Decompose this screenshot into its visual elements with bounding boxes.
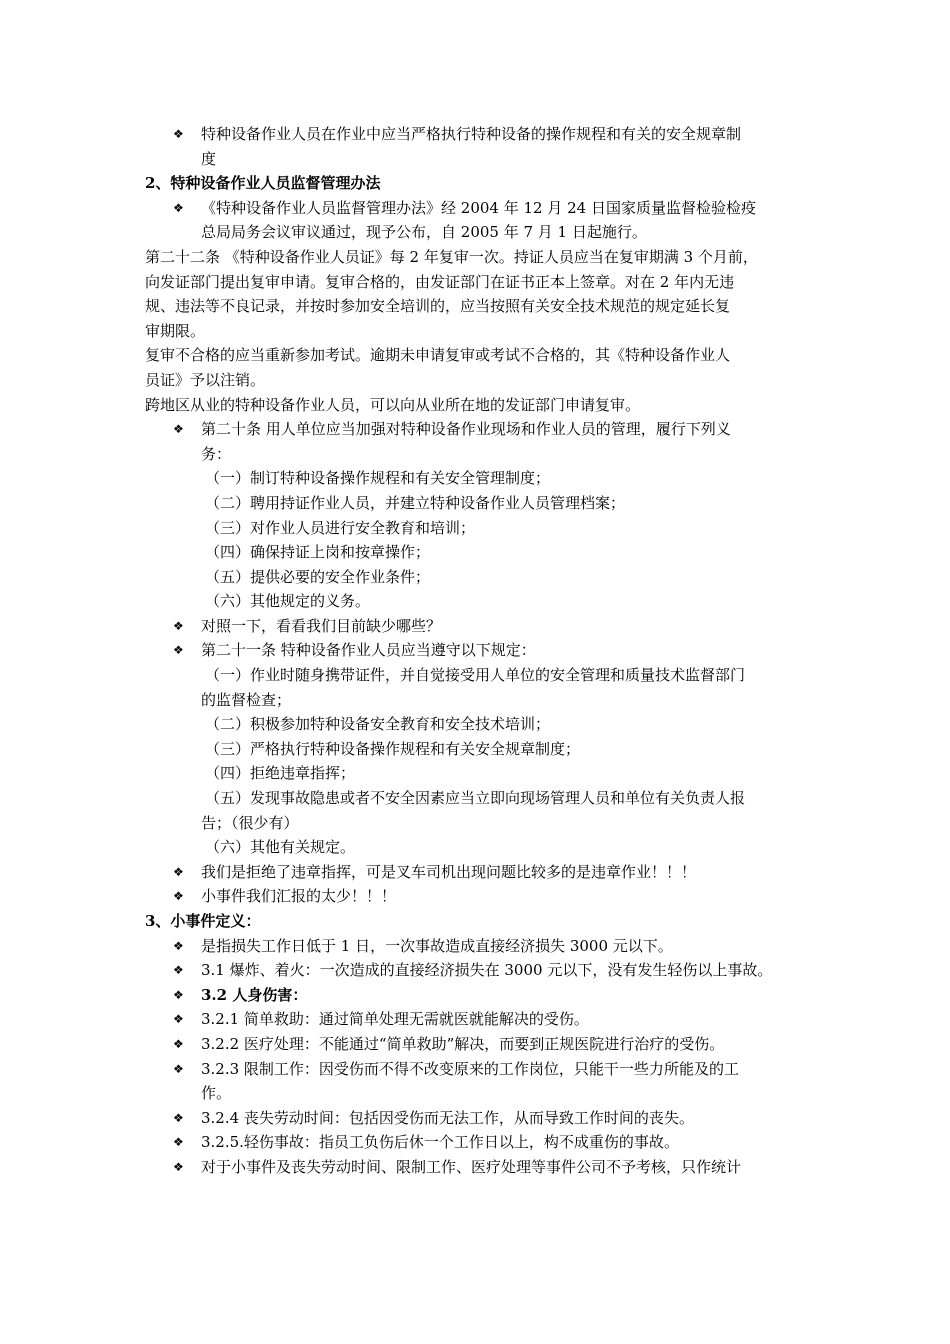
list-item-text: （二）积极参加特种设备安全教育和安全技术培训；	[205, 715, 551, 734]
bullet-text: 第二十一条 特种设备作业人员应当遵守以下规定：	[201, 641, 536, 660]
text-line	[0, 196, 950, 221]
document-page	[0, 122, 950, 1180]
text-line	[0, 786, 950, 811]
diamond-bullet-icon: ❖	[173, 643, 184, 658]
diamond-bullet-icon: ❖	[173, 422, 184, 437]
bullet-text: 是指损失工作日低于 1 日，一次事故造成直接经济损失 3000 元以下。	[201, 936, 673, 955]
diamond-bullet-icon: ❖	[173, 1061, 184, 1076]
bullet-text: 对于小事件及丧失劳动时间、限制工作、医疗处理等事件公司不予考核，只作统计	[201, 1157, 742, 1176]
bullet-text: 3.2.2 医疗处理：不能通过“简单救助”解决，而要到正规医院进行治疗的受伤。	[201, 1034, 725, 1053]
list-item-text: （一）制订特种设备操作规程和有关安全管理制度；	[205, 469, 551, 488]
list-item-text: （五）提供必要的安全作业条件；	[205, 567, 431, 586]
paragraph-text: 复审不合格的应当重新参加考试。逾期未申请复审或考试不合格的，其《特种设备作业人	[145, 346, 731, 365]
paragraph-text: 规、违法等不良记录，并按时参加安全培训的，应当按照有关安全技术规范的规定延长复	[145, 297, 731, 316]
text-line	[0, 122, 950, 147]
text-line	[0, 860, 950, 885]
list-item-text: （四）拒绝违章指挥；	[205, 764, 356, 783]
text-line	[0, 663, 950, 688]
list-item-text: （三）对作业人员进行安全教育和培训；	[205, 518, 476, 537]
text-line	[0, 319, 950, 344]
diamond-bullet-icon: ❖	[173, 864, 184, 879]
text-line	[0, 712, 950, 737]
continuation-text: 作。	[201, 1084, 232, 1103]
continuation-text: 的监督检查；	[201, 690, 292, 709]
list-item-text: （三）严格执行特种设备操作规程和有关安全规章制度；	[205, 739, 581, 758]
text-line	[0, 343, 950, 368]
diamond-bullet-icon: ❖	[173, 987, 184, 1002]
text-line	[0, 368, 950, 393]
continuation-text: 总局局务会议审议通过，现予公布，自 2005 年 7 月 1 日起施行。	[201, 223, 647, 242]
paragraph-text: 向发证部门提出复审申请。复审合格的，由发证部门在证书正本上签章。对在 2 年内无违	[145, 272, 735, 291]
text-line	[0, 417, 950, 442]
text-line	[0, 589, 950, 614]
text-line	[0, 294, 950, 319]
bullet-text: 3.2 人身伤害：	[201, 985, 308, 1004]
list-item-text: （五）发现事故隐患或者不安全因素应当立即向现场管理人员和单位有关负责人报	[205, 789, 746, 808]
bullet-text: 对照一下，看看我们目前缺少哪些？	[201, 616, 442, 635]
text-line	[0, 171, 950, 196]
bullet-text: 3.2.3 限制工作：因受伤而不得不改变原来的工作岗位，只能干一些力所能及的工	[201, 1059, 739, 1078]
text-line	[0, 958, 950, 983]
diamond-bullet-icon: ❖	[173, 963, 184, 978]
bullet-text: 小事件我们汇报的太少！！！	[201, 887, 397, 906]
bullet-text: 《特种设备作业人员监督管理办法》经 2004 年 12 月 24 日国家质量监督检验检疫	[201, 198, 756, 217]
text-line	[0, 147, 950, 172]
text-line	[0, 516, 950, 541]
text-line	[0, 688, 950, 713]
list-item-text: （一）作业时随身携带证件，并自觉接受用人单位的安全管理和质量技术监督部门	[205, 666, 746, 685]
bullet-text: 3.1 爆炸、着火：一次造成的直接经济损失在 3000 元以下，没有发生轻伤以上事故。	[201, 961, 773, 980]
text-line	[0, 884, 950, 909]
continuation-text: 度	[201, 149, 217, 168]
diamond-bullet-icon: ❖	[173, 938, 184, 953]
text-line	[0, 934, 950, 959]
text-line	[0, 442, 950, 467]
section-heading: 2、特种设备作业人员监督管理办法	[145, 174, 381, 193]
text-line	[0, 638, 950, 663]
text-line	[0, 835, 950, 860]
paragraph-text: 审期限。	[145, 321, 206, 340]
diamond-bullet-icon: ❖	[173, 1159, 184, 1174]
continuation-text: 务：	[201, 444, 232, 463]
text-line	[0, 466, 950, 491]
text-line	[0, 220, 950, 245]
text-line	[0, 1106, 950, 1131]
text-line	[0, 1007, 950, 1032]
text-line	[0, 1155, 950, 1180]
diamond-bullet-icon: ❖	[173, 1110, 184, 1125]
text-line	[0, 540, 950, 565]
text-line	[0, 811, 950, 836]
bullet-text: 特种设备作业人员在作业中应当严格执行特种设备的操作规程和有关的安全规章制	[201, 125, 742, 143]
list-item-text: （六）其他有关规定。	[205, 838, 356, 857]
list-item-text: （二）聘用持证作业人员，并建立特种设备作业人员管理档案；	[205, 493, 626, 512]
bullet-text: 第二十条 用人单位应当加强对特种设备作业现场和作业人员的管理，履行下列义	[201, 420, 731, 439]
diamond-bullet-icon: ❖	[173, 889, 184, 904]
text-line	[0, 761, 950, 786]
bullet-text: 3.2.4 丧失劳动时间：包括因受伤而无法工作，从而导致工作时间的丧失。	[201, 1108, 694, 1127]
text-line	[0, 614, 950, 639]
text-line	[0, 1081, 950, 1106]
diamond-bullet-icon: ❖	[173, 1036, 184, 1051]
list-item-text: （四）确保持证上岗和按章操作；	[205, 543, 431, 562]
text-line	[0, 393, 950, 418]
text-line	[0, 909, 950, 934]
diamond-bullet-icon: ❖	[173, 200, 184, 215]
paragraph-text: 第二十二条 《特种设备作业人员证》每 2 年复审一次。持证人员应当在复审期满 3 个月前，	[145, 247, 758, 266]
text-line	[0, 1057, 950, 1082]
text-line	[0, 245, 950, 270]
paragraph-text: 员证》予以注销。	[145, 370, 266, 389]
bullet-text: 3.2.1 简单救助：通过简单处理无需就医就能解决的受伤。	[201, 1010, 589, 1029]
diamond-bullet-icon: ❖	[173, 1012, 184, 1027]
text-line	[0, 1032, 950, 1057]
diamond-bullet-icon: ❖	[173, 127, 184, 141]
list-item-text: （六）其他规定的义务。	[205, 592, 371, 611]
bullet-text: 我们是拒绝了违章指挥，可是叉车司机出现问题比较多的是违章作业！！！	[201, 862, 697, 881]
text-line	[0, 565, 950, 590]
text-line	[0, 491, 950, 516]
paragraph-text: 跨地区从业的特种设备作业人员，可以向从业所在地的发证部门申请复审。	[145, 395, 641, 414]
bullet-text: 3.2.5.轻伤事故：指员工负伤后休一个工作日以上，构不成重伤的事故。	[201, 1133, 679, 1152]
text-line	[0, 737, 950, 762]
diamond-bullet-icon: ❖	[173, 618, 184, 633]
text-line	[0, 270, 950, 295]
text-line	[0, 983, 950, 1008]
section-heading: 3、小事件定义：	[145, 912, 261, 930]
continuation-text: 告；（很少有）	[201, 813, 299, 832]
diamond-bullet-icon: ❖	[173, 1135, 184, 1150]
text-line	[0, 1130, 950, 1155]
